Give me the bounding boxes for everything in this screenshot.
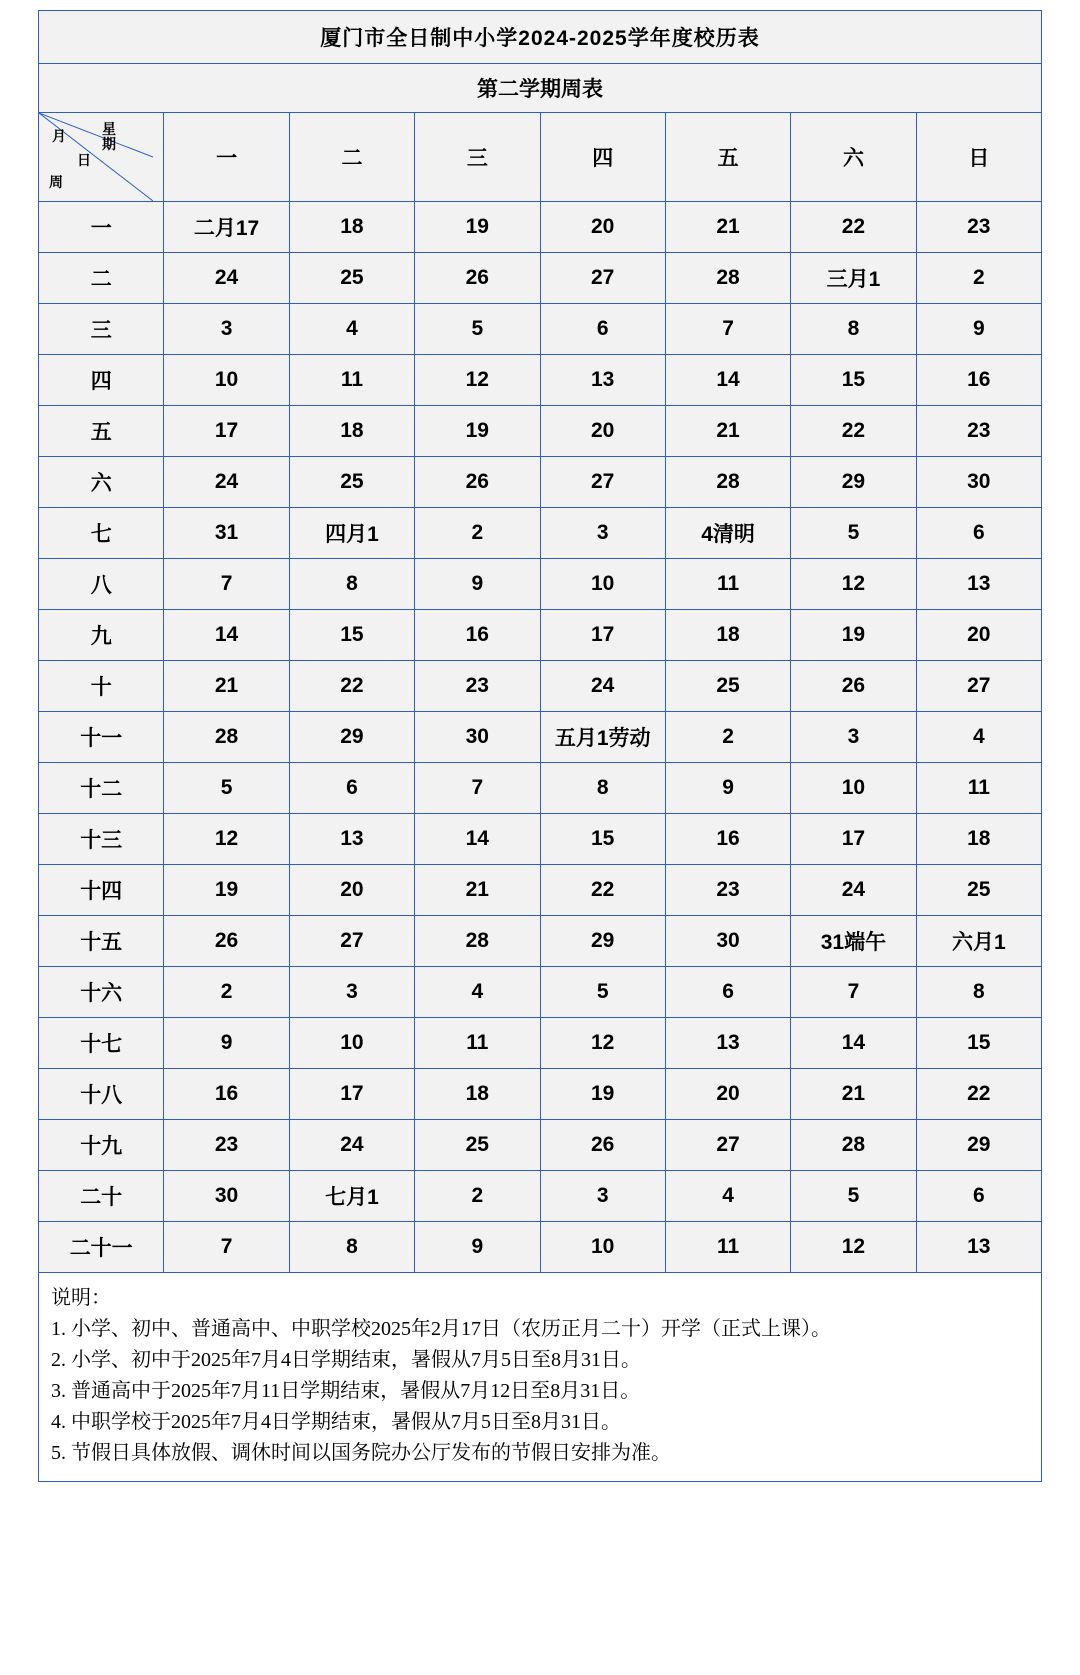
calendar-day-cell: 24	[289, 1120, 414, 1171]
calendar-day-cell: 30	[164, 1171, 289, 1222]
calendar-day-cell: 3	[540, 508, 665, 559]
calendar-day-cell: 3	[289, 967, 414, 1018]
calendar-day-cell: 6	[916, 1171, 1041, 1222]
calendar-day-cell: 11	[289, 355, 414, 406]
corner-header-cell	[39, 113, 164, 202]
calendar-day-cell: 4	[916, 712, 1041, 763]
calendar-day-cell: 27	[916, 661, 1041, 712]
week-number-cell: 十四	[39, 865, 164, 916]
calendar-day-cell: 13	[665, 1018, 790, 1069]
calendar-day-cell: 18	[916, 814, 1041, 865]
calendar-day-cell: 28	[665, 253, 790, 304]
calendar-day-cell: 19	[415, 406, 540, 457]
calendar-day-cell: 21	[665, 406, 790, 457]
week-number-cell: 十三	[39, 814, 164, 865]
calendar-day-cell: 9	[164, 1018, 289, 1069]
calendar-day-cell: 5	[415, 304, 540, 355]
calendar-day-cell: 10	[791, 763, 916, 814]
calendar-day-cell: 24	[164, 253, 289, 304]
week-number-cell: 十八	[39, 1069, 164, 1120]
week-number-cell: 十九	[39, 1120, 164, 1171]
document-subtitle: 第二学期周表	[39, 64, 1042, 113]
calendar-week-row	[39, 916, 1042, 967]
calendar-day-cell: 3	[164, 304, 289, 355]
calendar-day-cell: 12	[415, 355, 540, 406]
calendar-day-cell: 5	[164, 763, 289, 814]
calendar-day-cell: 22	[791, 406, 916, 457]
calendar-day-cell: 30	[665, 916, 790, 967]
calendar-day-cell: 17	[791, 814, 916, 865]
week-number-cell: 四	[39, 355, 164, 406]
calendar-day-cell: 15	[916, 1018, 1041, 1069]
calendar-day-cell: 6	[916, 508, 1041, 559]
calendar-day-cell: 8	[791, 304, 916, 355]
corner-label-day: 日	[77, 152, 91, 168]
calendar-day-cell: 11	[916, 763, 1041, 814]
weekday-header-sun: 日	[916, 113, 1041, 202]
calendar-day-cell: 27	[289, 916, 414, 967]
corner-label-zhou: 周	[49, 174, 63, 190]
calendar-week-row	[39, 967, 1042, 1018]
calendar-week-row	[39, 1069, 1042, 1120]
calendar-day-cell: 6	[665, 967, 790, 1018]
calendar-day-cell: 19	[415, 202, 540, 253]
calendar-day-cell: 21	[791, 1069, 916, 1120]
calendar-day-cell: 26	[164, 916, 289, 967]
calendar-day-cell: 25	[289, 253, 414, 304]
calendar-day-cell: 26	[540, 1120, 665, 1171]
calendar-day-cell: 五月1劳动	[540, 712, 665, 763]
calendar-day-cell: 七月1	[289, 1171, 414, 1222]
calendar-week-row	[39, 814, 1042, 865]
calendar-week-row	[39, 253, 1042, 304]
calendar-day-cell: 6	[540, 304, 665, 355]
calendar-day-cell: 20	[540, 406, 665, 457]
calendar-day-cell: 16	[665, 814, 790, 865]
calendar-day-cell: 19	[164, 865, 289, 916]
calendar-day-cell: 23	[415, 661, 540, 712]
calendar-day-cell: 29	[916, 1120, 1041, 1171]
calendar-day-cell: 28	[665, 457, 790, 508]
week-number-cell: 二十	[39, 1171, 164, 1222]
calendar-week-row	[39, 712, 1042, 763]
calendar-day-cell: 14	[791, 1018, 916, 1069]
calendar-day-cell: 24	[540, 661, 665, 712]
calendar-day-cell: 2	[164, 967, 289, 1018]
calendar-day-cell: 18	[289, 202, 414, 253]
calendar-week-row	[39, 406, 1042, 457]
calendar-day-cell: 21	[415, 865, 540, 916]
week-number-cell: 八	[39, 559, 164, 610]
calendar-day-cell: 9	[415, 1222, 540, 1273]
calendar-day-cell: 5	[791, 508, 916, 559]
calendar-day-cell: 10	[540, 1222, 665, 1273]
calendar-day-cell: 14	[415, 814, 540, 865]
calendar-day-cell: 16	[415, 610, 540, 661]
week-number-cell: 十一	[39, 712, 164, 763]
calendar-day-cell: 20	[665, 1069, 790, 1120]
calendar-day-cell: 31	[164, 508, 289, 559]
calendar-day-cell: 26	[791, 661, 916, 712]
calendar-day-cell: 13	[289, 814, 414, 865]
calendar-day-cell: 29	[540, 916, 665, 967]
calendar-day-cell: 17	[289, 1069, 414, 1120]
calendar-day-cell: 2	[916, 253, 1041, 304]
calendar-day-cell: 9	[916, 304, 1041, 355]
calendar-day-cell: 13	[916, 559, 1041, 610]
calendar-week-row	[39, 559, 1042, 610]
calendar-day-cell: 20	[289, 865, 414, 916]
week-number-cell: 三	[39, 304, 164, 355]
calendar-day-cell: 23	[665, 865, 790, 916]
calendar-day-cell: 21	[164, 661, 289, 712]
calendar-day-cell: 四月1	[289, 508, 414, 559]
calendar-day-cell: 17	[164, 406, 289, 457]
calendar-day-cell: 12	[791, 1222, 916, 1273]
calendar-day-cell: 24	[791, 865, 916, 916]
calendar-week-row	[39, 1171, 1042, 1222]
note-line: 2. 小学、初中于2025年7月4日学期结束，暑假从7月5日至8月31日。	[51, 1349, 641, 1371]
calendar-day-cell: 23	[916, 406, 1041, 457]
calendar-day-cell: 10	[289, 1018, 414, 1069]
calendar-day-cell: 8	[289, 1222, 414, 1273]
calendar-day-cell: 9	[415, 559, 540, 610]
calendar-day-cell: 10	[540, 559, 665, 610]
weekday-header-row	[39, 113, 1042, 202]
week-number-cell: 五	[39, 406, 164, 457]
calendar-day-cell: 2	[415, 1171, 540, 1222]
calendar-day-cell: 6	[289, 763, 414, 814]
calendar-day-cell: 13	[540, 355, 665, 406]
week-number-cell: 十二	[39, 763, 164, 814]
calendar-day-cell: 25	[289, 457, 414, 508]
calendar-day-cell: 16	[164, 1069, 289, 1120]
calendar-day-cell: 30	[415, 712, 540, 763]
calendar-day-cell: 23	[916, 202, 1041, 253]
calendar-day-cell: 27	[540, 253, 665, 304]
calendar-day-cell: 25	[665, 661, 790, 712]
calendar-day-cell: 21	[665, 202, 790, 253]
calendar-day-cell: 4	[415, 967, 540, 1018]
title-row	[39, 11, 1042, 64]
calendar-day-cell: 20	[540, 202, 665, 253]
calendar-day-cell: 15	[289, 610, 414, 661]
school-calendar-table	[38, 10, 1042, 1273]
calendar-week-row	[39, 508, 1042, 559]
calendar-day-cell: 11	[665, 559, 790, 610]
calendar-day-cell: 12	[791, 559, 916, 610]
calendar-day-cell: 10	[164, 355, 289, 406]
calendar-day-cell: 六月1	[916, 916, 1041, 967]
calendar-day-cell: 27	[665, 1120, 790, 1171]
calendar-day-cell: 26	[415, 253, 540, 304]
calendar-day-cell: 29	[289, 712, 414, 763]
calendar-day-cell: 9	[665, 763, 790, 814]
weekday-header-tue: 二	[289, 113, 414, 202]
calendar-day-cell: 4	[289, 304, 414, 355]
calendar-day-cell: 30	[916, 457, 1041, 508]
note-line: 1. 小学、初中、普通高中、中职学校2025年2月17日（农历正月二十）开学（正式上课）。	[51, 1318, 831, 1340]
note-line: 4. 中职学校于2025年7月4日学期结束，暑假从7月5日至8月31日。	[51, 1411, 621, 1433]
calendar-day-cell: 4	[665, 1171, 790, 1222]
calendar-day-cell: 11	[665, 1222, 790, 1273]
note-line: 3. 普通高中于2025年7月11日学期结束，暑假从7月12日至8月31日。	[51, 1380, 641, 1402]
calendar-day-cell: 4清明	[665, 508, 790, 559]
calendar-day-cell: 19	[540, 1069, 665, 1120]
calendar-day-cell: 18	[289, 406, 414, 457]
subtitle-row	[39, 64, 1042, 113]
corner-label-week: 星 期	[102, 121, 116, 152]
calendar-week-row	[39, 202, 1042, 253]
calendar-day-cell: 17	[540, 610, 665, 661]
calendar-week-row	[39, 1018, 1042, 1069]
calendar-day-cell: 8	[540, 763, 665, 814]
calendar-day-cell: 22	[916, 1069, 1041, 1120]
week-number-cell: 七	[39, 508, 164, 559]
calendar-day-cell: 31端午	[791, 916, 916, 967]
calendar-day-cell: 2	[665, 712, 790, 763]
calendar-day-cell: 29	[791, 457, 916, 508]
calendar-day-cell: 14	[164, 610, 289, 661]
week-number-cell: 十	[39, 661, 164, 712]
calendar-day-cell: 8	[916, 967, 1041, 1018]
weekday-header-wed: 三	[415, 113, 540, 202]
week-number-cell: 十五	[39, 916, 164, 967]
calendar-day-cell: 3	[791, 712, 916, 763]
calendar-day-cell: 19	[791, 610, 916, 661]
calendar-day-cell: 7	[164, 1222, 289, 1273]
note-line: 5. 节假日具体放假、调休时间以国务院办公厅发布的节假日安排为准。	[51, 1442, 671, 1464]
calendar-week-row	[39, 304, 1042, 355]
calendar-day-cell: 18	[665, 610, 790, 661]
calendar-day-cell: 24	[164, 457, 289, 508]
calendar-day-cell: 25	[415, 1120, 540, 1171]
calendar-day-cell: 12	[540, 1018, 665, 1069]
calendar-day-cell: 7	[164, 559, 289, 610]
weekday-header-mon: 一	[164, 113, 289, 202]
week-number-cell: 二	[39, 253, 164, 304]
calendar-day-cell: 28	[791, 1120, 916, 1171]
calendar-day-cell: 5	[540, 967, 665, 1018]
calendar-day-cell: 25	[916, 865, 1041, 916]
calendar-day-cell: 14	[665, 355, 790, 406]
week-number-cell: 六	[39, 457, 164, 508]
calendar-day-cell: 2	[415, 508, 540, 559]
calendar-body	[39, 11, 1042, 1273]
week-number-cell: 九	[39, 610, 164, 661]
calendar-day-cell: 23	[164, 1120, 289, 1171]
calendar-week-row	[39, 1222, 1042, 1273]
calendar-day-cell: 16	[916, 355, 1041, 406]
corner-label-month: 月	[52, 128, 66, 144]
calendar-day-cell: 7	[665, 304, 790, 355]
calendar-day-cell: 22	[791, 202, 916, 253]
calendar-day-cell: 12	[164, 814, 289, 865]
calendar-day-cell: 28	[415, 916, 540, 967]
calendar-day-cell: 5	[791, 1171, 916, 1222]
calendar-day-cell: 27	[540, 457, 665, 508]
calendar-day-cell: 15	[540, 814, 665, 865]
weekday-header-thu: 四	[540, 113, 665, 202]
calendar-week-row	[39, 1120, 1042, 1171]
calendar-day-cell: 20	[916, 610, 1041, 661]
document-title: 厦门市全日制中小学2024-2025学年度校历表	[39, 11, 1042, 64]
calendar-week-row	[39, 865, 1042, 916]
weekday-header-sat: 六	[791, 113, 916, 202]
calendar-day-cell: 3	[540, 1171, 665, 1222]
calendar-day-cell: 18	[415, 1069, 540, 1120]
calendar-day-cell: 13	[916, 1222, 1041, 1273]
calendar-day-cell: 22	[540, 865, 665, 916]
week-number-cell: 十七	[39, 1018, 164, 1069]
calendar-day-cell: 26	[415, 457, 540, 508]
calendar-week-row	[39, 763, 1042, 814]
calendar-day-cell: 7	[791, 967, 916, 1018]
calendar-week-row	[39, 610, 1042, 661]
notes-section	[38, 1273, 1042, 1482]
week-number-cell: 一	[39, 202, 164, 253]
calendar-week-row	[39, 355, 1042, 406]
calendar-day-cell: 22	[289, 661, 414, 712]
calendar-day-cell: 三月1	[791, 253, 916, 304]
calendar-day-cell: 28	[164, 712, 289, 763]
calendar-week-row	[39, 457, 1042, 508]
note-line: 说明：	[51, 1287, 111, 1309]
calendar-week-row	[39, 661, 1042, 712]
calendar-day-cell: 二月17	[164, 202, 289, 253]
calendar-day-cell: 8	[289, 559, 414, 610]
calendar-day-cell: 7	[415, 763, 540, 814]
calendar-day-cell: 15	[791, 355, 916, 406]
weekday-header-fri: 五	[665, 113, 790, 202]
week-number-cell: 十六	[39, 967, 164, 1018]
week-number-cell: 二十一	[39, 1222, 164, 1273]
calendar-day-cell: 11	[415, 1018, 540, 1069]
